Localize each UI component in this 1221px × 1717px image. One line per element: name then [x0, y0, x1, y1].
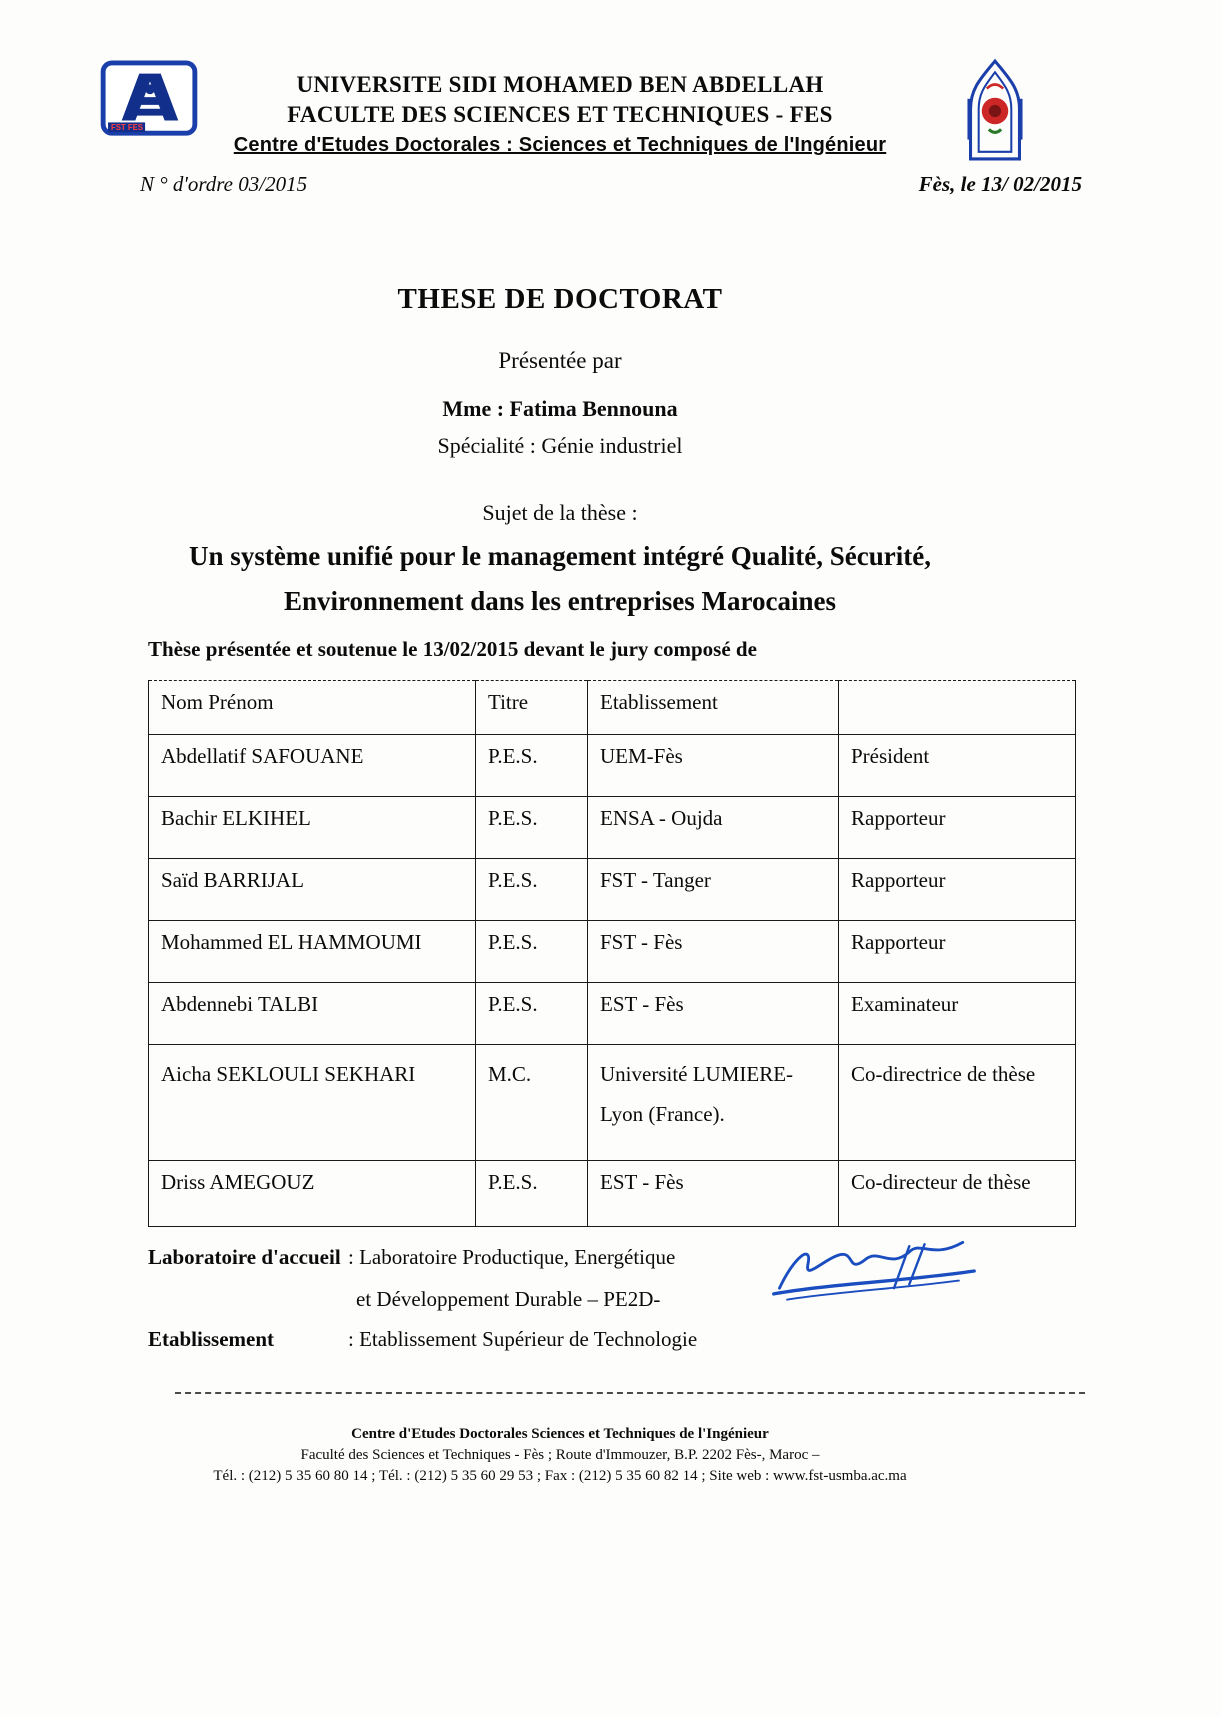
author-name: Mme : Fatima Bennouna — [442, 396, 678, 421]
jury-cell: Rapporteur — [839, 859, 1076, 921]
footer-separator — [175, 1392, 1085, 1394]
lab-row-3 — [148, 1324, 697, 1354]
jury-row — [149, 735, 1076, 797]
thesis-title-line2: Environnement dans les entreprises Marocaines — [284, 586, 836, 616]
etablissement-label: Etablissement — [148, 1327, 274, 1351]
lab-label: Laboratoire d'accueil — [148, 1245, 341, 1269]
jury-row — [149, 1045, 1076, 1161]
jury-row — [149, 921, 1076, 983]
jury-header-cell: Titre — [476, 681, 588, 735]
jury-header-cell: Nom Prénom — [149, 681, 476, 735]
lab-value-line1: : Laboratoire Productique, Energétique — [348, 1245, 676, 1269]
university-name: UNIVERSITE SIDI MOHAMED BEN ABDELLAH — [296, 72, 824, 97]
jury-cell: EST - Fès — [588, 1161, 839, 1227]
footer-contacts: Tél. : (212) 5 35 60 80 14 ; Tél. : (212) 5 35 60 29 53 ; Fax : (212) 5 35 60 82 14 ; Site web : www.fst-usmba.ac.ma — [213, 1468, 907, 1484]
institution-header — [150, 70, 970, 157]
jury-row — [149, 983, 1076, 1045]
jury-cell: Examinateur — [839, 983, 1076, 1045]
jury-row — [149, 1161, 1076, 1227]
lab-row-1 — [148, 1242, 697, 1272]
lab-label-spacer — [148, 1284, 348, 1314]
jury-cell: Co-directeur de thèse — [839, 1161, 1076, 1227]
jury-cell: FST - Fès — [588, 921, 839, 983]
doctoral-center-name: Centre d'Etudes Doctorales : Sciences et Techniques de l'Ingénieur — [233, 134, 887, 156]
jury-cell: Driss AMEGOUZ — [149, 1161, 476, 1227]
lab-row-2 — [148, 1284, 697, 1314]
svg-text:FST FES: FST FES — [110, 123, 144, 133]
jury-cell: Abdellatif SAFOUANE — [149, 735, 476, 797]
specialty: Spécialité : Génie industriel — [437, 433, 683, 458]
jury-cell: P.E.S. — [476, 735, 588, 797]
jury-cell: P.E.S. — [476, 1161, 588, 1227]
footer-center-name: Centre d'Etudes Doctorales Sciences et Techniques de l'Ingénieur — [351, 1426, 769, 1442]
jury-cell: M.C. — [476, 1045, 588, 1161]
lab-block — [148, 1242, 697, 1354]
university-emblem-icon — [958, 58, 1032, 167]
jury-row — [149, 859, 1076, 921]
place-date: Fès, le 13/ 02/2015 — [918, 172, 1082, 196]
jury-header-cell — [839, 681, 1076, 735]
jury-cell: UEM-Fès — [588, 735, 839, 797]
jury-row — [149, 797, 1076, 859]
jury-cell: Mohammed EL HAMMOUMI — [149, 921, 476, 983]
lab-value-line2: et Développement Durable – PE2D- — [356, 1287, 661, 1311]
jury-cell: Saïd BARRIJAL — [149, 859, 476, 921]
jury-cell: ENSA - Oujda — [588, 797, 839, 859]
jury-cell: P.E.S. — [476, 983, 588, 1045]
jury-table-body — [149, 735, 1076, 1227]
etablissement-value: : Etablissement Supérieur de Technologie — [348, 1327, 698, 1351]
jury-cell: Rapporteur — [839, 797, 1076, 859]
document-title: THESE DE DOCTORAT — [397, 283, 723, 315]
jury-cell: P.E.S. — [476, 797, 588, 859]
jury-cell: Université LUMIERE- Lyon (France). — [588, 1045, 839, 1161]
jury-cell: Abdennebi TALBI — [149, 983, 476, 1045]
jury-cell: FST - Tanger — [588, 859, 839, 921]
jury-cell: Aicha SEKLOULI SEKHARI — [149, 1045, 476, 1161]
jury-intro: Thèse présentée et soutenue le 13/02/2015 devant le jury composé de — [148, 637, 757, 661]
jury-header-cell: Etablissement — [588, 681, 839, 735]
jury-cell: Rapporteur — [839, 921, 1076, 983]
order-number: N ° d'ordre 03/2015 — [140, 172, 308, 196]
signature-icon — [768, 1232, 978, 1315]
jury-cell: EST - Fès — [588, 983, 839, 1045]
footer-address: Faculté des Sciences et Techniques - Fès ; Route d'Immouzer, B.P. 2202 Fès-, Maroc – — [300, 1447, 820, 1463]
jury-cell: Bachir ELKIHEL — [149, 797, 476, 859]
jury-table — [148, 680, 1076, 1227]
footer — [0, 1424, 1120, 1487]
jury-cell: Président — [839, 735, 1076, 797]
thesis-title-line1: Un système unifié pour le management intégré Qualité, Sécurité, — [189, 541, 931, 571]
meta-row — [140, 172, 1082, 197]
jury-cell: P.E.S. — [476, 921, 588, 983]
subject-label: Sujet de la thèse : — [482, 500, 638, 525]
jury-cell: Co-directrice de thèse — [839, 1045, 1076, 1161]
faculty-name: FACULTE DES SCIENCES ET TECHNIQUES - FES — [287, 102, 833, 127]
presented-by-label: Présentée par — [498, 348, 622, 373]
jury-cell: P.E.S. — [476, 859, 588, 921]
jury-header-row — [149, 681, 1076, 735]
